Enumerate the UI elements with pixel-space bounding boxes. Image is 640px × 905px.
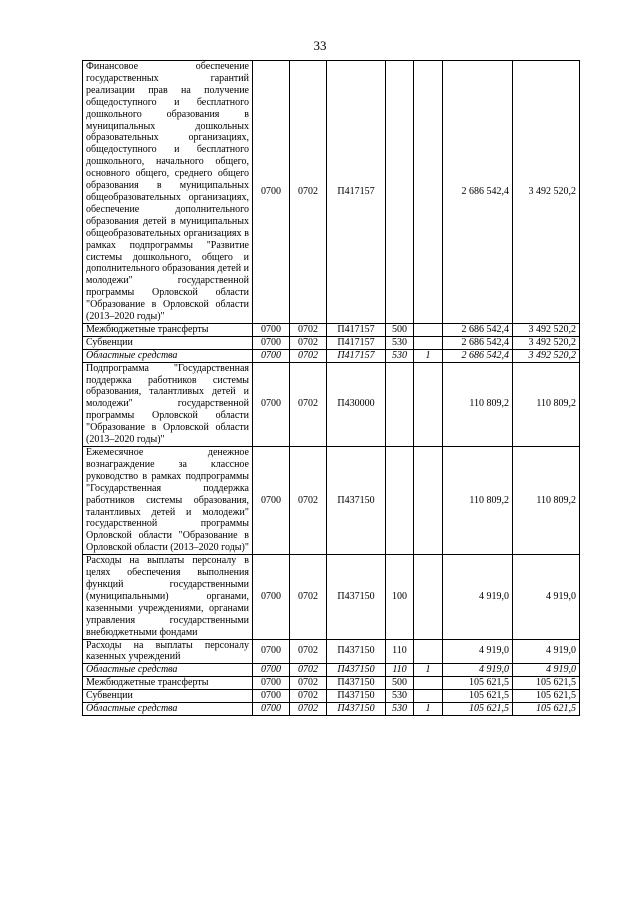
cell-expense-type: 530 <box>386 336 414 349</box>
cell-funding-source <box>414 555 443 639</box>
cell-funding-source <box>414 447 443 555</box>
cell-expense-type <box>386 61 414 324</box>
cell-target-article: П437150 <box>327 690 386 703</box>
cell-funding-source <box>414 362 443 446</box>
cell-name: Расходы на выплаты персоналу в целях обеспечения выполнения функций государственными (муниципальными) органами, казенными учреждениями, органами управления государственными внебюджетными фондами <box>83 555 253 639</box>
table-row <box>83 555 580 639</box>
table-row <box>83 690 580 703</box>
cell-funding-source <box>414 61 443 324</box>
cell-target-article: П437150 <box>327 639 386 664</box>
table-row <box>83 362 580 446</box>
cell-section: 0700 <box>253 447 290 555</box>
cell-section: 0700 <box>253 555 290 639</box>
cell-funding-source: 1 <box>414 349 443 362</box>
cell-subsection: 0702 <box>290 639 327 664</box>
cell-target-article: П437150 <box>327 703 386 716</box>
cell-amount-year1: 110 809,2 <box>443 362 513 446</box>
cell-expense-type <box>386 447 414 555</box>
cell-expense-type: 530 <box>386 349 414 362</box>
cell-expense-type: 110 <box>386 639 414 664</box>
cell-expense-type: 530 <box>386 703 414 716</box>
cell-name: Областные средства <box>83 349 253 362</box>
cell-funding-source <box>414 639 443 664</box>
cell-name: Финансовое обеспечение государственных гарантий реализации прав на получение общедоступного и бесплатного дошкольного образования в муниципальных дошкольных образовательных организациях, общедоступного и бесплатного дошкольного, начального общего, основного общего, среднего общего образования в муниципальных общеобразовательных организациях, обеспечение дополнительного образования детей в муниципальных общеобразовательных организациях в рамках подпрограммы "Развитие системы дошкольного, общего и дополнительного образования детей и молодежи" государственной программы Орловской области "Образование в Орловской области (2013–2020 годы)" <box>83 61 253 324</box>
table-row <box>83 349 580 362</box>
cell-subsection: 0702 <box>290 323 327 336</box>
cell-amount-year1: 105 621,5 <box>443 703 513 716</box>
cell-name: Ежемесячное денежное вознаграждение за классное руководство в рамках подпрограммы "Государственная поддержка работников системы образования, талантливых детей и молодежи" государственной программы Орловской области "Образование в Орловской области (2013–2020 годы)" <box>83 447 253 555</box>
cell-name: Субвенции <box>83 690 253 703</box>
cell-amount-year2: 3 492 520,2 <box>513 323 580 336</box>
cell-target-article: П417157 <box>327 323 386 336</box>
cell-section: 0700 <box>253 677 290 690</box>
cell-amount-year1: 105 621,5 <box>443 690 513 703</box>
cell-name: Расходы на выплаты персоналу казенных учреждений <box>83 639 253 664</box>
table-row <box>83 61 580 324</box>
cell-expense-type: 110 <box>386 664 414 677</box>
cell-amount-year2: 3 492 520,2 <box>513 349 580 362</box>
cell-amount-year1: 2 686 542,4 <box>443 349 513 362</box>
table-row <box>83 447 580 555</box>
cell-amount-year2: 105 621,5 <box>513 690 580 703</box>
cell-target-article: П437150 <box>327 555 386 639</box>
cell-subsection: 0702 <box>290 690 327 703</box>
cell-amount-year2: 105 621,5 <box>513 703 580 716</box>
cell-expense-type: 500 <box>386 677 414 690</box>
cell-amount-year1: 105 621,5 <box>443 677 513 690</box>
table-row <box>83 323 580 336</box>
table-row <box>83 336 580 349</box>
cell-name: Субвенции <box>83 336 253 349</box>
cell-funding-source <box>414 690 443 703</box>
cell-target-article: П417157 <box>327 336 386 349</box>
cell-amount-year1: 110 809,2 <box>443 447 513 555</box>
cell-target-article: П417157 <box>327 61 386 324</box>
cell-section: 0700 <box>253 336 290 349</box>
cell-subsection: 0702 <box>290 677 327 690</box>
cell-name: Областные средства <box>83 703 253 716</box>
cell-target-article: П437150 <box>327 447 386 555</box>
cell-section: 0700 <box>253 362 290 446</box>
cell-amount-year1: 4 919,0 <box>443 639 513 664</box>
cell-subsection: 0702 <box>290 703 327 716</box>
cell-subsection: 0702 <box>290 447 327 555</box>
table-row <box>83 703 580 716</box>
cell-name: Межбюджетные трансферты <box>83 323 253 336</box>
page-number: 33 <box>313 38 327 53</box>
cell-section: 0700 <box>253 323 290 336</box>
cell-name: Межбюджетные трансферты <box>83 677 253 690</box>
table-row <box>83 639 580 664</box>
cell-section: 0700 <box>253 690 290 703</box>
cell-expense-type <box>386 362 414 446</box>
cell-funding-source <box>414 336 443 349</box>
cell-subsection: 0702 <box>290 555 327 639</box>
cell-funding-source <box>414 677 443 690</box>
cell-amount-year2: 4 919,0 <box>513 639 580 664</box>
cell-amount-year1: 2 686 542,4 <box>443 323 513 336</box>
cell-subsection: 0702 <box>290 362 327 446</box>
cell-amount-year2: 4 919,0 <box>513 555 580 639</box>
cell-amount-year2: 110 809,2 <box>513 447 580 555</box>
cell-funding-source: 1 <box>414 664 443 677</box>
cell-expense-type: 500 <box>386 323 414 336</box>
cell-section: 0700 <box>253 349 290 362</box>
cell-amount-year1: 4 919,0 <box>443 555 513 639</box>
cell-amount-year1: 2 686 542,4 <box>443 336 513 349</box>
cell-target-article: П430000 <box>327 362 386 446</box>
cell-amount-year2: 105 621,5 <box>513 677 580 690</box>
cell-amount-year2: 3 492 520,2 <box>513 61 580 324</box>
cell-target-article: П437150 <box>327 677 386 690</box>
budget-table <box>82 60 580 716</box>
cell-amount-year1: 4 919,0 <box>443 664 513 677</box>
cell-name: Областные средства <box>83 664 253 677</box>
cell-subsection: 0702 <box>290 61 327 324</box>
cell-section: 0700 <box>253 664 290 677</box>
cell-name: Подпрограмма "Государственная поддержка работников системы образования, талантливых детей и молодежи" государственной программы Орловской области "Образование в Орловской области (2013–2020 годы)" <box>83 362 253 446</box>
table-row <box>83 664 580 677</box>
cell-section: 0700 <box>253 639 290 664</box>
cell-subsection: 0702 <box>290 664 327 677</box>
cell-target-article: П437150 <box>327 664 386 677</box>
cell-amount-year2: 110 809,2 <box>513 362 580 446</box>
cell-subsection: 0702 <box>290 336 327 349</box>
cell-section: 0700 <box>253 703 290 716</box>
cell-section: 0700 <box>253 61 290 324</box>
cell-amount-year2: 4 919,0 <box>513 664 580 677</box>
table-body <box>83 61 580 716</box>
cell-target-article: П417157 <box>327 349 386 362</box>
cell-amount-year2: 3 492 520,2 <box>513 336 580 349</box>
cell-subsection: 0702 <box>290 349 327 362</box>
table-row <box>83 677 580 690</box>
cell-funding-source <box>414 323 443 336</box>
cell-funding-source: 1 <box>414 703 443 716</box>
cell-expense-type: 100 <box>386 555 414 639</box>
cell-amount-year1: 2 686 542,4 <box>443 61 513 324</box>
cell-expense-type: 530 <box>386 690 414 703</box>
